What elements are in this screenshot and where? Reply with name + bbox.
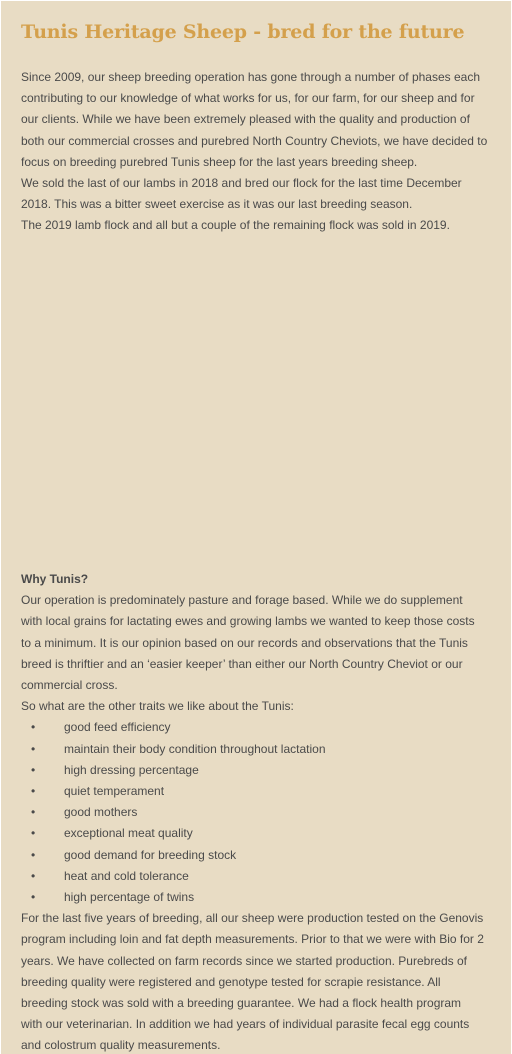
closing-paragraph-line: For the last five years of breeding, all our sheep were production tested on the Genovis	[21, 911, 484, 926]
trait-text: high percentage of twins	[64, 890, 195, 905]
why-paragraph-line: with local grains for lactating ewes and growing lambs we wanted to keep those costs	[21, 614, 475, 629]
bullet-icon: •	[31, 847, 36, 862]
intro-line: our clients. While we have been extremely pleased with the quality and production of	[21, 112, 470, 127]
why-paragraph-line: Our operation is predominately pasture and forage based. While we do supplement	[21, 593, 463, 608]
trait-text: maintain their body condition throughout lactation	[64, 741, 326, 756]
intro-line: focus on breeding purebred Tunis sheep for the last years breeding sheep.	[21, 154, 418, 169]
list-item	[21, 823, 507, 844]
intro-paragraph	[21, 67, 507, 237]
intro-line: Since 2009, our sheep breeding operation has gone through a number of phases each	[21, 70, 480, 84]
intro-line: contributing to our knowledge of what works for us, for our farm, for our sheep and for	[21, 91, 475, 106]
list-item	[21, 887, 507, 908]
intro-line: We sold the last of our lambs in 2018 and bred our flock for the last time December	[21, 176, 462, 191]
closing-paragraph-line: program including loin and fat depth measurements. Prior to that we were with Bio for 2	[21, 932, 484, 947]
list-item	[21, 781, 507, 802]
traits-list	[21, 717, 507, 908]
list-item	[21, 717, 507, 738]
list-item	[21, 739, 507, 760]
closing-paragraph-line: breeding quality were registered and genotype tested for scrapie resistance. All	[21, 974, 441, 989]
bullet-icon: •	[31, 762, 36, 777]
why-paragraph-line: breed is thriftier and an ‘easier keeper’ than either our North Country Cheviot or our	[21, 656, 463, 671]
intro-line: The 2019 lamb flock and all but a couple of the remaining flock was sold in 2019.	[21, 218, 450, 233]
why-paragraph-line: to a minimum. It is our opinion based on our records and observations that the Tunis	[21, 635, 468, 650]
trait-text: good demand for breeding stock	[64, 847, 237, 862]
bullet-icon: •	[31, 741, 36, 756]
trait-text: good feed efficiency	[64, 720, 171, 735]
why-tunis-section	[21, 569, 507, 1054]
trait-text: quiet temperament	[64, 784, 165, 799]
trait-text: heat and cold tolerance	[64, 868, 189, 883]
trait-text: high dressing percentage	[64, 762, 199, 777]
list-item	[21, 866, 507, 887]
list-item	[21, 845, 507, 866]
bullet-icon: •	[31, 720, 36, 735]
list-item	[21, 760, 507, 781]
closing-paragraph-line: breeding stock was sold with a breeding guarantee. We had a flock health program	[21, 996, 462, 1011]
bullet-icon: •	[31, 868, 36, 883]
bullet-icon: •	[31, 784, 36, 799]
section-heading: Why Tunis?	[21, 572, 89, 586]
trait-text: good mothers	[64, 805, 138, 820]
intro-line: 2018. This was a bitter sweet exercise as it was our last breeding season.	[21, 197, 413, 212]
trait-text: exceptional meat quality	[64, 826, 193, 841]
bullet-icon: •	[31, 805, 36, 820]
content-panel	[1, 1, 511, 1054]
page-title: Tunis Heritage Sheep - bred for the future	[21, 21, 465, 43]
closing-paragraph-line: with our veterinarian. In addition we had years of individual parasite fecal egg counts	[21, 1017, 470, 1032]
list-item	[21, 802, 507, 823]
closing-paragraph-line: years. We have collected on farm records since we started production. Purebreds of	[21, 953, 467, 968]
bullet-icon: •	[31, 826, 36, 841]
closing-paragraph-line: and colostrum quality measurements.	[21, 1038, 221, 1053]
why-paragraph-line: commercial cross.	[21, 678, 118, 693]
bullet-icon: •	[31, 890, 36, 905]
traits-intro: So what are the other traits we like about the Tunis:	[21, 699, 294, 714]
intro-line: both our commercial crosses and purebred North Country Cheviots, we have decided to	[21, 133, 488, 148]
